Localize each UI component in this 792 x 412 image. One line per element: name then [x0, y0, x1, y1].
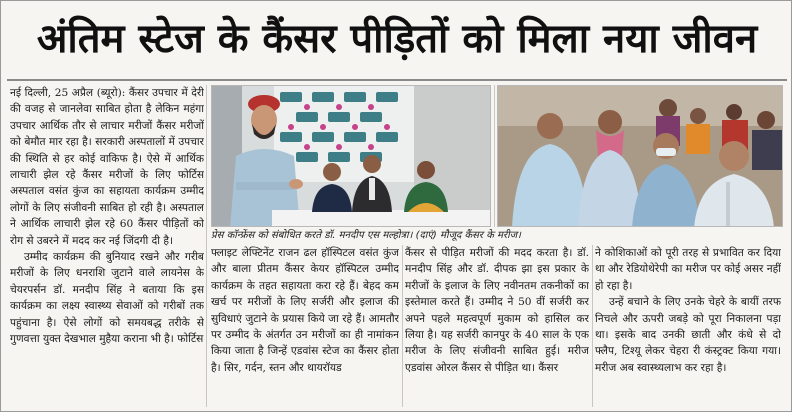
article-column-3 [405, 245, 589, 407]
column-divider [206, 85, 207, 407]
press-conference-illustration [212, 86, 491, 227]
headline: अंतिम स्टेज के कैंसर पीड़ितों को मिला नया जीवन [36, 16, 758, 62]
column-divider [402, 245, 403, 407]
patients-photo [497, 85, 783, 227]
paragraph: नई दिल्ली, 25 अप्रैल (ब्यूरो): कैंसर उपचार में देरी की वजह से जानलेवा साबित होता है लेकिन महंगा उपचार आर्थिक तौर से लाचार मरीजों कैंसर मरीजों को बेमौत मार रहा है। सरकारी अस्पतालों में उपचार की स्थिति से हर कोई वाकिफ है। ऐसे में आर्थिक लाचारी झेल रहे कैंसर मरीजों के लिए फोर्टिस अस्पताल वसंत कुंज का सहायता कार्यक्रम उम्मीद लोगों के लिए संजीवनी साबित हो रही है। अस्पताल ने आर्थिक लाचारी झेल रहे 60 कैंसर पीड़ितों को रोग से उबरने में मदद कर नई जिंदगी दी है। [10, 87, 204, 247]
patients-illustration [498, 86, 783, 227]
article-column-4 [595, 245, 781, 407]
press-conference-photo [211, 85, 491, 227]
article-column-1 [10, 85, 204, 407]
headline-rule [7, 79, 787, 81]
paragraph: कैंसर से पीड़ित मरीजों की मदद करता है। डॉ. मनदीप सिंह और डॉ. दीपक झा इस प्रकार के मरीजों के इलाज के लिए नवीनतम तकनीकों का इस्तेमाल करते हैं। उम्मीद ने 50 वीं सर्जरी कर अपने पहले महत्वपूर्ण मुकाम को हासिल कर लिया है। यह सर्जरी कानपुर के 40 साल के एक मरीज के लिए संजीवनी साबित हुई। मरीज एडवांस ओरल कैंसर से पीड़ित था। कैंसर [405, 247, 589, 374]
paragraph: ने कोशिकाओं को पूरी तरह से प्रभावित कर दिया था और रेडियोथेरेपी का मरीज पर कोई असर नहीं हो रहा है। [595, 247, 781, 292]
column-divider [592, 245, 593, 407]
paragraph: उम्मीद कार्यक्रम की बुनियाद रखने और गरीब मरीजों के लिए धनराशि जुटाने वाले लायनेस के चेयरपर्सन डॉ. मनदीप सिंह ने बताया कि इस कार्यक्रम का लक्ष्य स्वास्थ्य सेवाओं को गरीबों तक पहुंचाना है। ऐसे लोगों को समयबद्ध तरीके से गुणवत्ता युक्त देखभाल मुहैया कराना भी है। फोर्टिस [10, 251, 204, 346]
article-column-2 [211, 245, 399, 407]
photo-divider [494, 85, 495, 227]
paragraph: फ्लाइट लेफ्टिनेंट राजन ढल हॉस्पिटल वसंत कुंज और बाला प्रीतम कैंसर केयर हॉस्पिटल उम्मीद कार्यक्रम के तहत सहायता करा रहे हैं। बेहद कम खर्च पर मरीजों के लिए सर्जरी और इलाज की सुविधाएं जुटाने के प्रयास किये जा रहे हैं। आमतौर पर उम्मीद के अंतर्गत उन मरीजों का ही नामांकन किया जाता है जिन्हें एडवांस स्टेज का कैंसर होता है। सिर, गर्दन, स्तन और थायरॉयड [211, 247, 399, 374]
paragraph: उन्हें बचाने के लिए उनके चेहरे के बायीं तरफ निचले और ऊपरी जबड़े को पूरा निकालना पड़ा था। इसके बाद उनकी छाती और कंधे से दो फ्लैप, टिश्यू लेकर चेहरा री कंस्ट्रक्ट किया गया। मरीज अब स्वास्थ्यलाभ कर रहा है। [595, 296, 781, 374]
photo-caption: प्रेस कॉन्फ्रेंस को संबोधित करते डॉ. मनदीप एस मल्होत्रा। (दाएं) मौजूद कैंसर के मरीज। [211, 230, 521, 241]
